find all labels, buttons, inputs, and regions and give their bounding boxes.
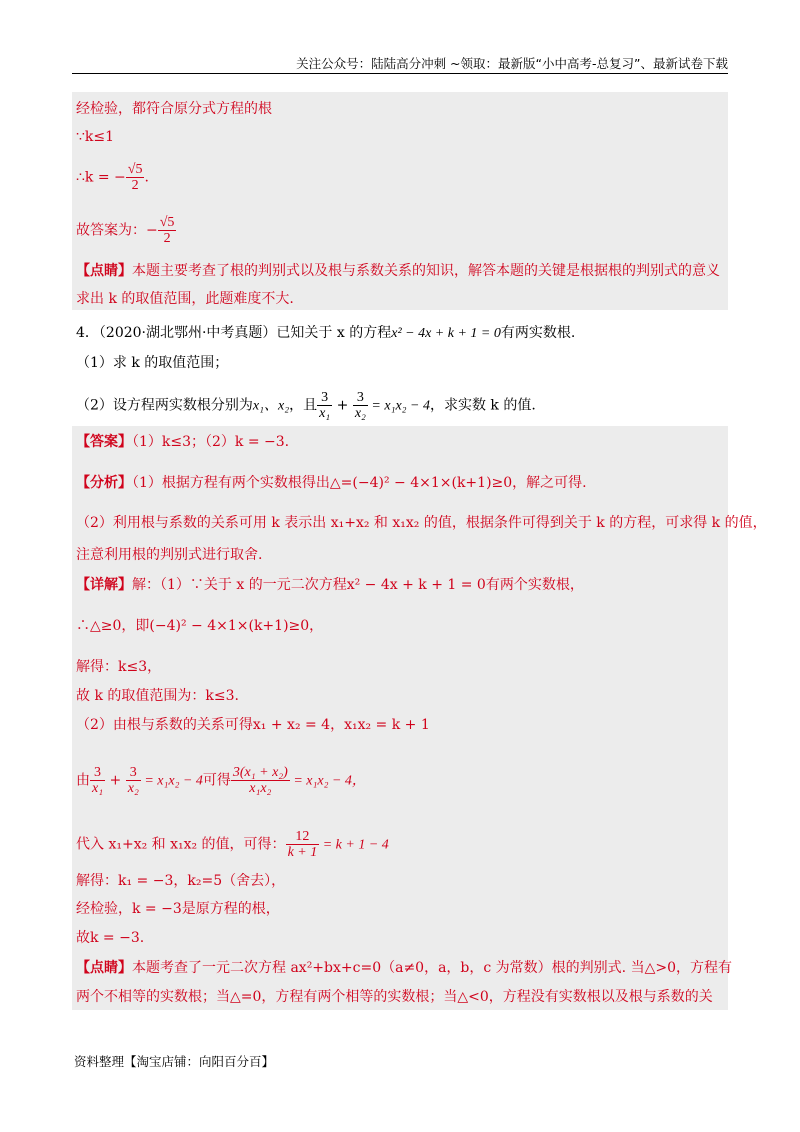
part2-eq-tail: = x₁x₂ − 4 — [367, 398, 430, 414]
fenxi-tag: 【分析】 — [76, 475, 132, 491]
page-header: 关注公众号：陆陆高分冲刺 ~领取：最新版“小中高考-总复习”、最新试卷下载 — [296, 56, 728, 71]
numerator: 3(x₁ + x₂) — [232, 765, 288, 780]
dianjing-q3-line1 — [76, 262, 720, 280]
numerator: 3 — [353, 390, 368, 406]
roots: x₁、x₂ — [252, 398, 290, 414]
denominator: 2 — [163, 231, 171, 246]
frac-3-x2 — [126, 765, 141, 796]
step-transform: 由 $\frac{3}{\text{x₁}}$ + $\frac{3}{\text{x₂}}$ = x₁x₂ − 4可得 $\frac{\text{3(x₁ + x₂)}}{\text{x₁x₂}}$ = x₁x₂ − 4， — [76, 765, 366, 796]
dianjing-q3-line2: 求出 k 的取值范围，此题难度不大. — [76, 291, 294, 307]
numerator: 3 — [90, 765, 105, 781]
stem-text: 4．（2020·湖北鄂州·中考真题）已知关于 x 的方程 — [76, 325, 392, 341]
q4-stem — [76, 324, 575, 343]
dianjing-q4-line1 — [76, 959, 732, 977]
page-footer: 资料整理【淘宝店铺：向阳百分百】 — [74, 1054, 275, 1069]
frac-3-x1 — [317, 390, 332, 421]
q4-part2: （2）设方程两实数根分别为x₁、x₂，且 $\frac{3}{\text{x₁}}$ + $\frac{3}{\text{x₂}}$ = x₁x₂ − 4，求实数 k 的值. — [76, 390, 536, 421]
frac-12-over-k1 — [286, 829, 320, 860]
step-conclusion: 故k = −3. — [76, 930, 145, 946]
eq-end: = x₁x₂ − 4， — [289, 773, 366, 789]
fenxi-line3: 注意利用根的判别式进行取舍. — [76, 547, 263, 563]
frac-sum-over-product — [231, 765, 290, 796]
step-discriminant: ∴△≥0，即(−4)² − 4×1×(k+1)≥0， — [76, 618, 324, 634]
step-range: 故 k 的取值范围为：k≤3. — [76, 688, 239, 704]
step-verify: 经检验，k = −3是原方程的根， — [76, 901, 280, 917]
answer-text: （1）k≤3；（2）k = −3. — [132, 434, 290, 450]
part2-end: ，求实数 k 的值. — [429, 397, 536, 414]
dianjing-q4-line2: 两个不相等的实数根；当△=0，方程有两个相等的实数根；当△<0，方程没有实数根以及根与系数的关 — [76, 989, 713, 1005]
step-roots: 解得：k₁ = −3，k₂=5（舍去）， — [76, 873, 286, 889]
you-text: 由 — [76, 772, 90, 789]
answer-prefix: 故答案为：− — [76, 222, 158, 239]
dianjing-text: 本题主要考查了根的判别式以及根与系数关系的知识，解答本题的关键是根据根的判别式的意义 — [132, 263, 720, 279]
neg-sqrt5-over-2 — [126, 162, 145, 193]
fenxi-line1 — [76, 474, 587, 492]
denominator: x₂ — [127, 781, 139, 796]
dianjing-tag: 【点睛】 — [76, 960, 132, 976]
because-line: ∵k≤1 — [76, 129, 115, 145]
numerator: √5 — [159, 215, 175, 230]
step-vieta: （2）由根与系数的关系可得x₁ + x₂ = 4，x₁x₂ = k + 1 — [76, 717, 430, 733]
xiangjie-line1 — [76, 576, 584, 594]
denominator: x₁x₂ — [249, 781, 272, 796]
answer-line-q3 — [76, 215, 176, 246]
part2-and: ，且 — [289, 397, 318, 414]
dianjing-tag: 【点睛】 — [76, 263, 132, 279]
stem-end: 有两实数根. — [500, 325, 576, 341]
xiangjie-tag: 【详解】 — [76, 577, 132, 593]
denominator: 2 — [131, 178, 139, 193]
denominator: x₁ — [319, 406, 331, 421]
numerator: √5 — [127, 162, 143, 177]
stem-equation: x² − 4x + k + 1 = 0 — [391, 326, 501, 341]
header-rule — [72, 73, 728, 74]
denominator: x₁ — [92, 781, 104, 796]
answer-tag: 【答案】 — [76, 434, 132, 450]
eq-mid: = x₁x₂ − 4 — [140, 773, 203, 789]
therefore-prefix: ∴k = − — [76, 169, 126, 186]
dianjing-text: 本题考查了一元二次方程 ax²+bx+c=0（a≠0，a，b，c 为常数）根的判别式. 当△>0，方程有 — [132, 960, 732, 976]
denominator: x₂ — [354, 406, 366, 421]
numerator: 12 — [286, 829, 320, 845]
therefore-line: ∴k = − $\frac{√5}{2}$ . — [76, 162, 149, 193]
xiangjie-text: 解：（1）∵关于 x 的一元二次方程x² − 4x + k + 1 = 0有两个实数根， — [132, 577, 584, 593]
fenxi-text: （1）根据方程有两个实数根得出△=(−4)² − 4×1×(k+1)≥0，解之可得. — [132, 475, 587, 491]
eq-end: = k + 1 − 4 — [319, 837, 389, 853]
step-substitute — [76, 829, 389, 860]
step-solve: 解得：k≤3， — [76, 659, 162, 675]
kede-text: 可得 — [202, 772, 231, 789]
fenxi-line2: （2）利用根与系数的关系可用 k 表示出 x₁+x₂ 和 x₁x₂ 的值，根据条件可得到关于 k 的方程，可求得 k 的值， — [76, 515, 767, 531]
numerator: 3 — [317, 390, 332, 406]
answer-line-q4 — [76, 433, 289, 451]
denominator: k + 1 — [287, 845, 318, 860]
frac-3-x2 — [353, 390, 368, 421]
frac-3-x1 — [90, 765, 105, 796]
q4-part1: （1）求 k 的取值范围； — [76, 355, 229, 371]
check-line: 经检验，都符合原分式方程的根 — [76, 101, 272, 117]
answer-fraction — [158, 215, 177, 246]
substitute-text: 代入 x₁+x₂ 和 x₁x₂ 的值，可得： — [76, 836, 286, 853]
numerator: 3 — [126, 765, 141, 781]
part2-text: （2）设方程两实数根分别为 — [76, 397, 253, 414]
